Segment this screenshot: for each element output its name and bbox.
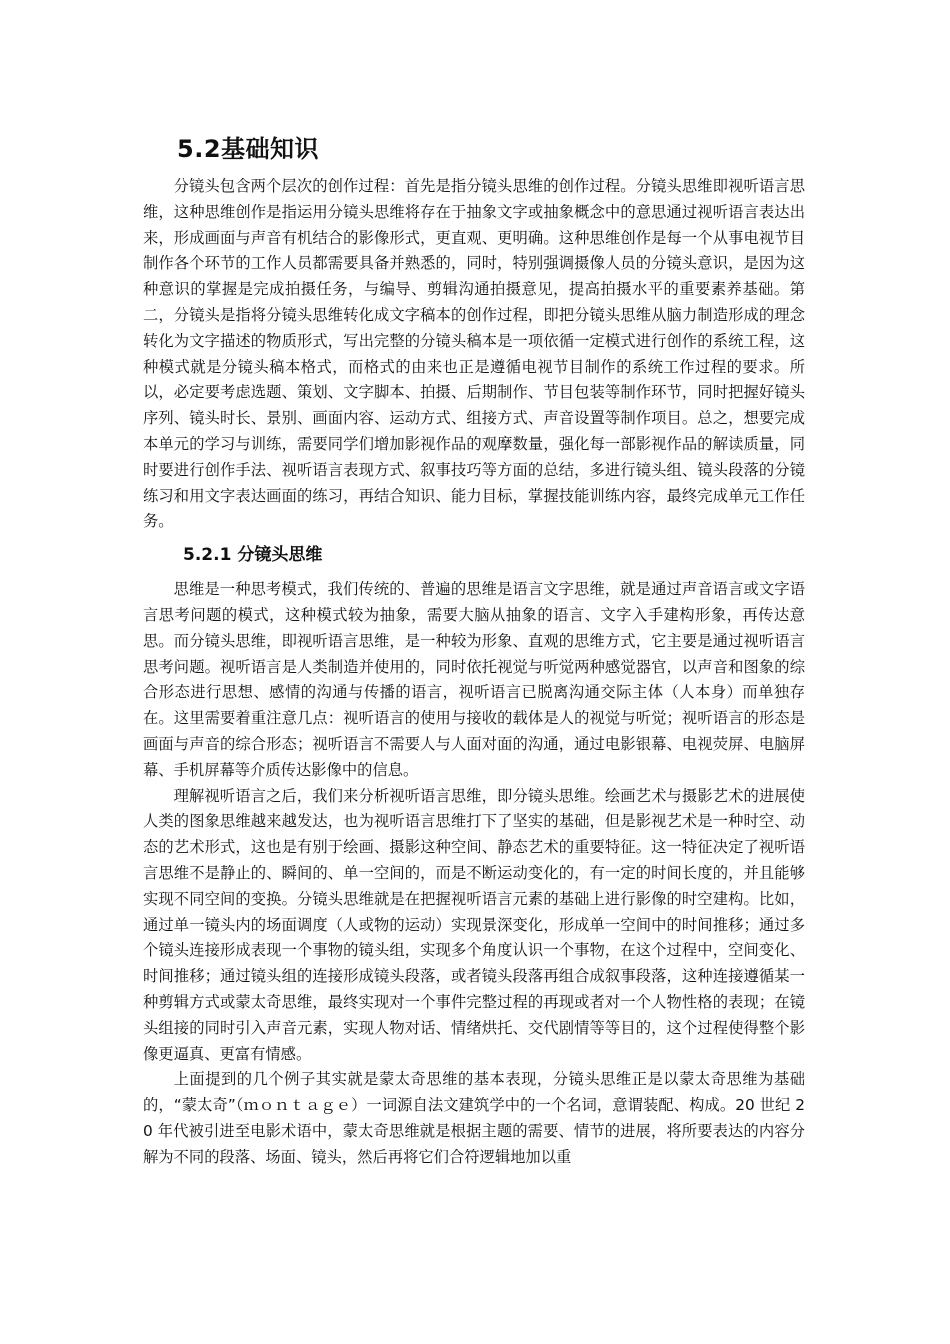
subsection-title: 5.2.1 分镜头思维 bbox=[183, 545, 323, 566]
subsection-paragraph: 思维是一种思考模式，我们传统的、普遍的思维是语言文字思维，就是通过声音语言或文字语言思考问题的模式，这种模式较为抽象，需要大脑从抽象的语言、文字入手建构形象，再传达意思。而分镜头思维，即视听语言思维，是一种较为形象、直观的思维方式，它主要是通过视听语言思考问题。视听语言是人类制造并使用的，同时依托视觉与听觉两种感觉器官，以声音和图象的综合形态进行思想、感情的沟通与传播的语言，视听语言已脱离沟通交际主体（人本身）而单独存在。这里需要着重注意几点：视听语言的使用与接收的载体是人的视觉与听觉；视听语言的形态是画面与声音的综合形态；视听语言不需要人与人面对面的沟通，通过电影银幕、电视荧屏、电脑屏幕、手机屏幕等介质传达影像中的信息。 bbox=[143, 580, 805, 779]
subsection-paragraph: 上面提到的几个例子其实就是蒙太奇思维的基本表现，分镜头思维正是以蒙太奇思维为基础的，“蒙太奇”（ｍｏｎｔａｇｅ）一词源自法文建筑学中的一个名词，意谓装配、构成。20 世纪 20 年代被引进至电影术语中，蒙太奇思维就是根据主题的需要、情节的进展，将所要表达的内容分解为不同的段落、场面、镜头，然后再将它们合符逻辑地加以重 bbox=[143, 1070, 805, 1166]
page-content bbox=[143, 132, 805, 1170]
section-paragraph: 分镜头包含两个层次的创作过程：首先是指分镜头思维的创作过程。分镜头思维即视听语言思维，这种思维创作是指运用分镜头思维将存在于抽象文字或抽象概念中的意思通过视听语言表达出来，形成画面与声音有机结合的影像形式，更直观、更明确。这种思维创作是每一个从事电视节目制作各个环节的工作人员都需要具备并熟悉的，同时，特别强调摄像人员的分镜头意识，是因为这种意识的掌握是完成拍摄任务，与编导、剪辑沟通拍摄意见，提高拍摄水平的重要素养基础。第二，分镜头是指将分镜头思维转化成文字稿本的创作过程，即把分镜头思维从脑力制造形成的理念转化为文字描述的物质形式，写出完整的分镜头稿本是一项依循一定模式进行创作的系统工程，这种模式就是分镜头稿本格式，而格式的由来也正是遵循电视节目制作的系统工作过程的要求。所以，必定要考虑选题、策划、文字脚本、拍摄、后期制作、节目包装等制作环节，同时把握好镜头序列、镜头时长、景别、画面内容、运动方式、组接方式、声音设置等制作项目。总之，想要完成本单元的学习与训练，需要同学们增加影视作品的观摩数量，强化每一部影视作品的解读质量，同时要进行创作手法、视听语言表现方式、叙事技巧等方面的总结，多进行镜头组、镜头段落的分镜练习和用文字表达画面的练习，再结合知识、能力目标，掌握技能训练内容，最终完成单元工作任务。 bbox=[143, 177, 805, 531]
section-title: 5.2基础知识 bbox=[177, 135, 320, 163]
subsection-paragraph: 理解视听语言之后，我们来分析视听语言思维，即分镜头思维。绘画艺术与摄影艺术的进展使人类的图象思维越来越发达，也为视听语言思维打下了坚实的基础，但是影视艺术是一种时空、动态的艺术形式，这也是有别于绘画、摄影这种空间、静态艺术的重要特征。这一特征决定了视听语言思维不是静止的、瞬间的、单一空间的，而是不断运动变化的，有一定的时间长度的，并且能够实现不同空间的变换。分镜头思维就是在把握视听语言元素的基础上进行影像的时空建构。比如，通过单一镜头内的场面调度（人或物的运动）实现景深变化，形成单一空间中的时间推移；通过多个镜头连接形成表现一个事物的镜头组，实现多个角度认识一个事物，在这个过程中，空间变化、时间推移；通过镜头组的连接形成镜头段落，或者镜头段落再组合成叙事段落，这种连接遵循某一种剪辑方式或蒙太奇思维，最终实现对一个事件完整过程的再现或者对一个人物性格的表现；在镜头组接的同时引入声音元素，实现人物对话、情绪烘托、交代剧情等等目的，这个过程使得整个影像更逼真、更富有情感。 bbox=[143, 786, 805, 1063]
